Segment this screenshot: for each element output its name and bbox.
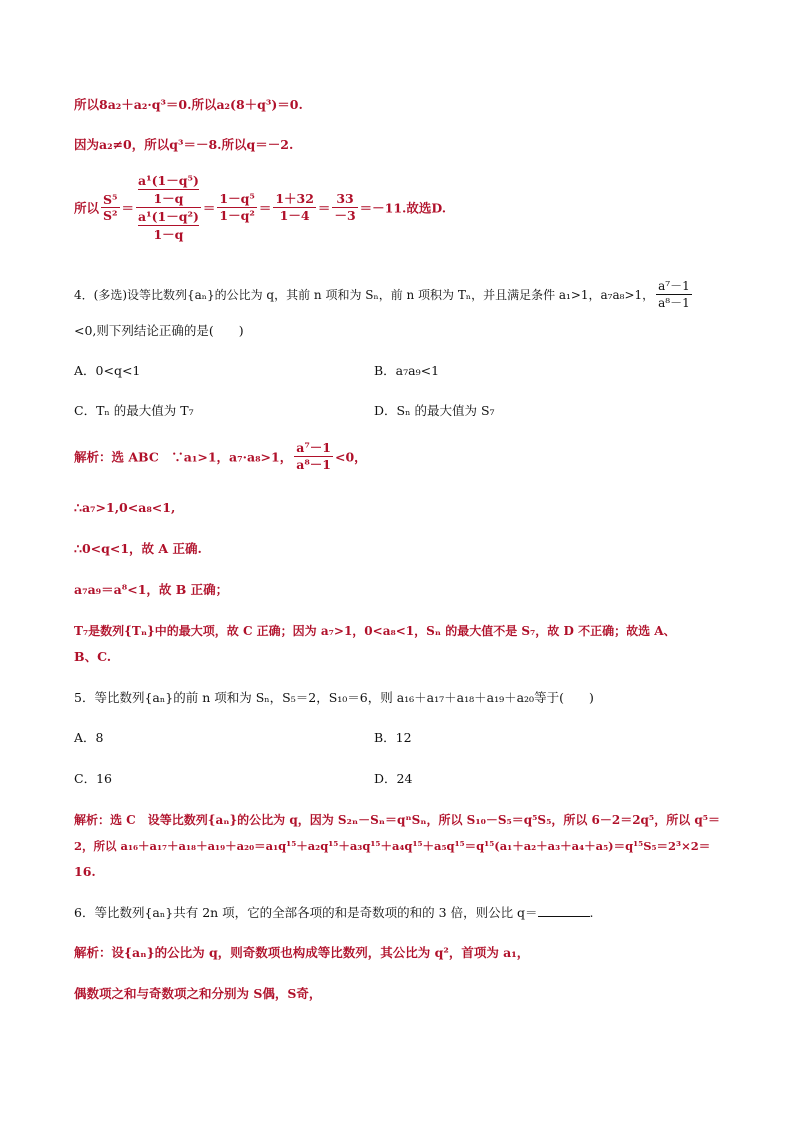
q5-solution-1: 解析：选 C 设等比数列{aₙ}的公比为 q，因为 S₂ₙ－Sₙ＝qⁿSₙ，所以 S₁₀－S₅＝q⁵S₅，所以 6－2＝2q⁵，所以 q⁵＝: [74, 813, 721, 827]
q4-stem: [74, 278, 694, 311]
answer-blank[interactable]: [538, 904, 590, 917]
q4-solution-3: ∴0<q<1，故 A 正确.: [74, 541, 202, 556]
q4-option-b[interactable]: B．a₇a₉<1: [374, 363, 440, 378]
q5-solution-2: 2，所以 a₁₆＋a₁₇＋a₁₈＋a₁₉＋a₂₀＝a₁q¹⁵＋a₂q¹⁵＋a₃q¹⁵＋a₄q¹⁵＋a₅q¹⁵＝q¹⁵(a₁＋a₂＋a₃＋a₄＋a₅)＝q¹⁵S₅＝2³×2＝: [74, 839, 711, 853]
fraction-3: $\frac{1+32}{1-4}$: [275, 191, 314, 223]
q5-option-d[interactable]: D．24: [374, 771, 413, 786]
fraction-2: $\frac{\text{1－q⁵}}{\text{1－q²}}$: [219, 191, 255, 223]
result-text: ＝－11.故选D.: [359, 200, 447, 216]
fraction-numerator: S⁵: [103, 192, 118, 207]
prefix-text: 所以: [74, 200, 100, 216]
q4-solution-1: 解析：选 ABC ∵a₁>1，a₇·a₈>1， $\frac{\text{a⁷－1}}{\text{a⁸－1}}$ <0，: [74, 440, 367, 472]
q4-solution-2: ∴a₇>1,0<a₈<1,: [74, 500, 176, 515]
q5-option-b[interactable]: B．12: [374, 730, 412, 745]
fraction-denominator: S²: [103, 208, 118, 223]
solution-line-1: 所以8a₂＋a₂·q³＝0.所以a₂(8＋q³)＝0.: [74, 97, 303, 112]
q4-stem-cont: <0,则下列结论正确的是( ): [74, 323, 244, 338]
s5-over-s2: [101, 192, 120, 223]
q4-solution-5: T₇是数列{Tₙ}中的最大项，故 C 正确；因为 a₇>1，0<a₈<1，Sₙ 的最大值不是 S₇，故 D 不正确；故选 A、: [74, 624, 676, 638]
q5-option-a[interactable]: A．8: [74, 730, 104, 745]
q4-option-c[interactable]: C．Tₙ 的最大值为 T₇: [74, 403, 194, 418]
q4-solution-6: B、C.: [74, 649, 112, 664]
q4-condition-fraction: $\frac{\text{a⁷－1}}{\text{a⁸－1}}$: [658, 279, 690, 310]
q6-stem: 6．等比数列{aₙ}共有 2n 项，它的全部各项的和是奇数项的和的 3 倍，则公比 q＝ .: [74, 905, 594, 920]
fraction-4: $\frac{33}{-3}$: [334, 191, 356, 223]
q5-stem: 5．等比数列{aₙ}的前 n 项和为 Sₙ，S₅＝2，S₁₀＝6，则 a₁₆＋a₁₇＋a₁₈＋a₁₉＋a₂₀等于( ): [74, 690, 594, 705]
solution-line-3: 所以 $\frac{\text{S⁵}}{\text{S²}}$ ＝ a¹(1－q⁵) 1－q a¹(1－q²) 1－q ＝ $\frac{\text{1－q⁵}}{\text{1－q²}}$ ＝ $\frac{1+32}{1-4}$ ＝ $\frac{33}{-3}$ ＝－11.故选D.: [74, 173, 447, 242]
compound-numerator: a¹(1－q⁵) 1－q: [138, 173, 199, 206]
q5-solution-3: 16.: [74, 864, 96, 879]
q5-option-c[interactable]: C．16: [74, 771, 112, 786]
compound-denominator: a¹(1－q²) 1－q: [138, 209, 199, 242]
q4-solution-fraction: $\frac{\text{a⁷－1}}{\text{a⁸－1}}$: [296, 440, 331, 472]
q6-solution-2: 偶数项之和与奇数项之和分别为 S偶，S奇，: [74, 986, 322, 1001]
compound-fraction: [136, 172, 201, 243]
solution-line-2: 因为a₂≠0，所以q³＝－8.所以q＝－2.: [74, 137, 294, 152]
q4-option-d[interactable]: D．Sₙ 的最大值为 S₇: [374, 403, 495, 418]
q4-stem-text: 4．(多选)设等比数列{aₙ}的公比为 q，其前 n 项和为 Sₙ，前 n 项积为 Tₙ，并且满足条件 a₁>1，a₇a₈>1，: [74, 288, 655, 302]
q4-option-a[interactable]: A．0<q<1: [74, 363, 141, 378]
q4-solution-4: a₇a₉＝a⁸<1，故 B 正确；: [74, 582, 229, 597]
q6-solution-1: 解析：设{aₙ}的公比为 q，则奇数项也构成等比数列，其公比为 q²，首项为 a₁，: [74, 945, 530, 960]
